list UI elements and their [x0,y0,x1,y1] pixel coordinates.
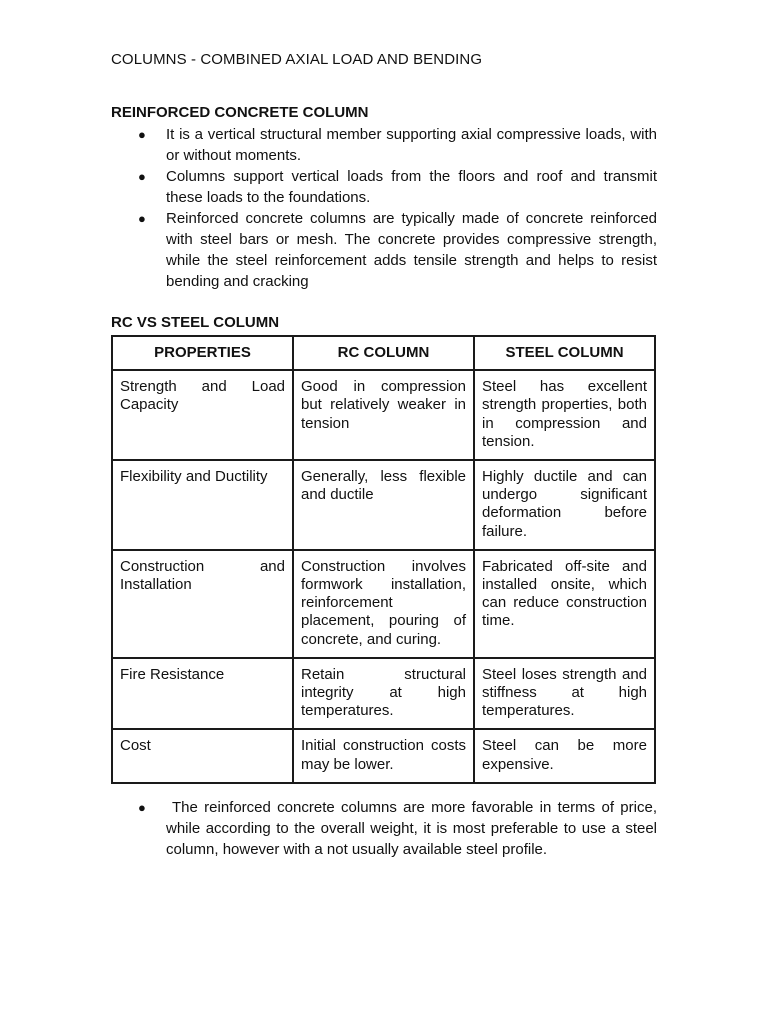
comparison-table [111,335,656,784]
bullet-text: Reinforced concrete columns are typically made of concrete reinforced with steel bars or mesh. The concrete provides compressive strength, while the steel reinforcement adds tensile strength and helps to resist bending and cracking [166,210,657,290]
table-row [112,658,655,730]
table-cell-rc: Retain structural integrity at high temperatures. [293,658,474,730]
table-header-row [112,336,655,370]
table-cell-rc: Construction involves formwork installation, reinforcement placement, pouring of concrete, and curing. [293,550,474,658]
table-cell-property: Construction and Installation [112,550,293,658]
table-cell-rc: Initial construction costs may be lower. [293,729,474,782]
table-row [112,550,655,658]
table-cell-property: Fire Resistance [112,658,293,730]
list-item [111,124,657,166]
table-cell-steel: Steel has excellent strength properties, both in compression and tension. [474,370,655,460]
table-cell-steel: Highly ductile and can undergo significant deformation before failure. [474,460,655,550]
bullet-icon: ● [138,800,146,815]
table-cell-rc: Generally, less flexible and ductile [293,460,474,550]
bullet-icon: ● [138,127,146,142]
table-cell-steel: Steel loses strength and stiffness at high temperatures. [474,658,655,730]
table-row [112,370,655,460]
header-steel-column: STEEL COLUMN [474,336,655,370]
list-item [111,208,657,292]
list-item [111,166,657,208]
bullet-text: The reinforced concrete columns are more favorable in terms of price, while according to the overall weight, it is most preferable to use a steel column, however with a not usually available steel profile. [166,799,657,858]
bullet-text: It is a vertical structural member supporting axial compressive loads, with or without moments. [166,126,657,164]
bullet-text: Columns support vertical loads from the floors and roof and transmit these loads to the foundations. [166,168,657,206]
document-title: COLUMNS - COMBINED AXIAL LOAD AND BENDING [111,51,483,68]
rc-column-bullet-list [111,124,657,292]
table-row [112,460,655,550]
table-cell-rc: Good in compression but relatively weaker in tension [293,370,474,460]
table-cell-property: Strength and Load Capacity [112,370,293,460]
table-cell-property: Flexibility and Ductility [112,460,293,550]
section-heading-rc-column: REINFORCED CONCRETE COLUMN [111,104,369,121]
bullet-icon: ● [138,211,146,226]
bullet-icon: ● [138,169,146,184]
header-rc-column: RC COLUMN [293,336,474,370]
section-heading-rc-vs-steel: RC VS STEEL COLUMN [111,314,280,331]
list-item [111,797,657,860]
conclusion-bullet-list [111,797,657,860]
table-cell-property: Cost [112,729,293,782]
table-cell-steel: Steel can be more expensive. [474,729,655,782]
table-cell-steel: Fabricated off-site and installed onsite, which can reduce construction time. [474,550,655,658]
table-row [112,729,655,782]
header-properties: PROPERTIES [112,336,293,370]
